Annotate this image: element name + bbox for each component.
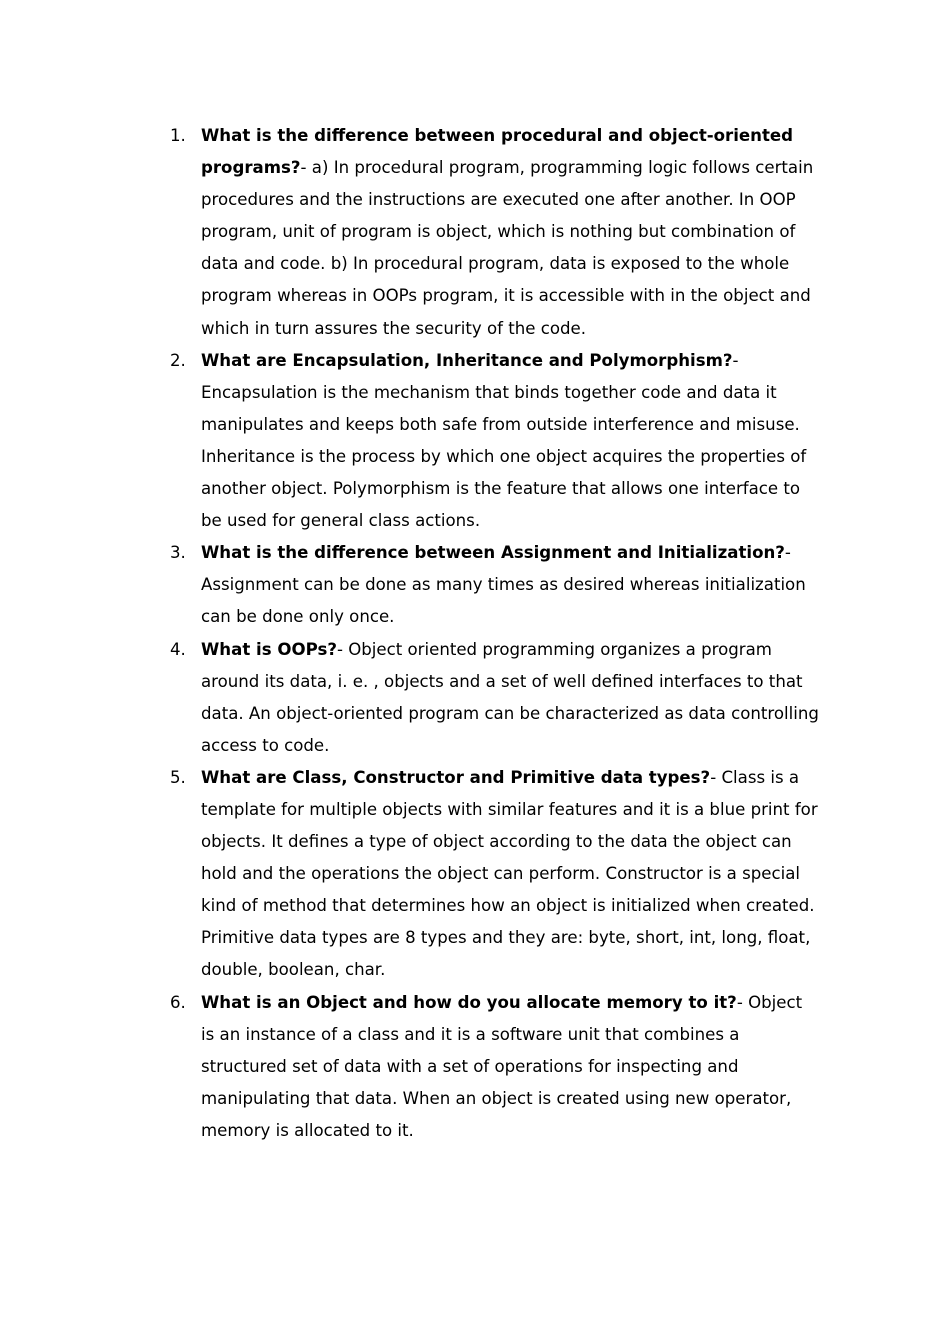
list-item — [170, 634, 820, 762]
item-question: What is the difference between procedural and object-oriented programs? — [201, 126, 794, 178]
item-number: 5. — [170, 767, 186, 787]
item-answer: - Class is a template for multiple objects with similar features and it is a blue print for objects. It defines a type of object according to the data the object can hold and the operations the object can perform. Constructor is a special kind of method that determines how an object is initialized when created. Primitive data types are 8 types and they are: byte, short, int, long, float, double, boolean, char. — [201, 767, 818, 980]
item-question: What is an Object and how do you allocate memory to it? — [201, 992, 737, 1012]
item-body — [201, 537, 820, 633]
item-question: What are Class, Constructor and Primitive data types? — [201, 767, 711, 787]
item-answer: - a) In procedural program, programming logic follows certain procedures and the instructions are executed one after another. In OOP program, unit of program is object, which is nothing but combination of data and code. b) In procedural program, data is exposed to the whole program whereas in OOPs program, it is accessible with in the object and which in turn assures the security of the code. — [201, 158, 814, 338]
item-answer: - Encapsulation is the mechanism that binds together code and data it manipulates and keeps both safe from outside interference and misuse. Inheritance is the process by which one object acquires the properties of another object. Polymorphism is the feature that allows one interface to be used for general class actions. — [201, 350, 807, 531]
item-body — [201, 762, 820, 987]
item-question: What is the difference between Assignment and Initialization? — [201, 543, 785, 563]
item-number: 6. — [170, 992, 186, 1012]
list-item — [170, 120, 820, 345]
question-list — [170, 120, 820, 1147]
item-body — [201, 634, 820, 762]
item-body — [201, 345, 820, 538]
item-number: 2. — [170, 350, 186, 370]
item-number: 3. — [170, 543, 186, 563]
item-body — [201, 120, 820, 345]
item-number: 1. — [170, 126, 186, 145]
item-body — [201, 987, 820, 1147]
list-item — [170, 537, 820, 633]
list-item — [170, 762, 820, 987]
item-answer: - Object is an instance of a class and it is a software unit that combines a structured set of data with a set of operations for inspecting and manipulating that data. When an object is created using new operator, memory is allocated to it. — [201, 992, 803, 1140]
item-number: 4. — [170, 639, 186, 659]
list-item — [170, 987, 820, 1147]
item-question: What are Encapsulation, Inheritance and Polymorphism? — [201, 350, 733, 370]
list-item — [170, 345, 820, 538]
item-answer: - Object oriented programming organizes a program around its data, i. e. , objects and a set of well defined interfaces to that data. An object-oriented program can be characterized as data controlling access to code. — [201, 639, 819, 755]
item-question: What is OOPs? — [201, 639, 337, 659]
item-answer: - Assignment can be done as many times as desired whereas initialization can be done only once. — [201, 543, 806, 627]
